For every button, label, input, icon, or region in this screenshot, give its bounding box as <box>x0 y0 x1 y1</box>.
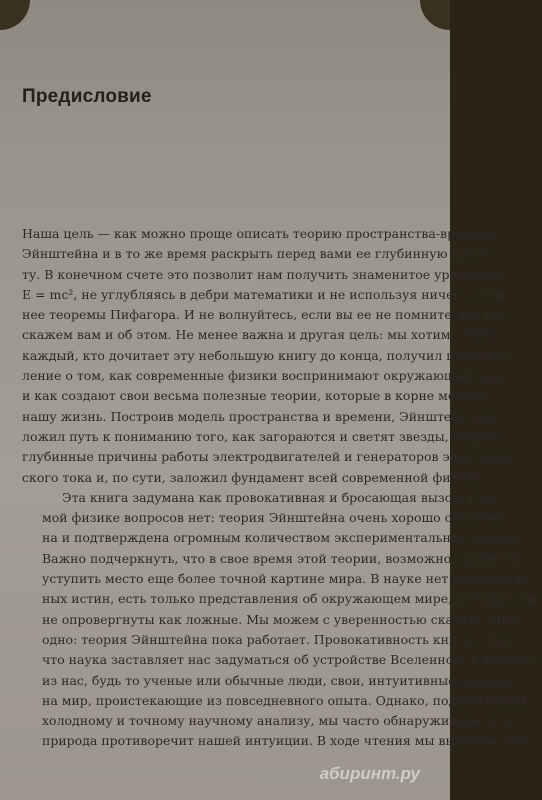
body-text <box>22 224 542 752</box>
text-line: ных истин, есть только представления об окружающем мире, которые еще <box>42 591 542 607</box>
text-line: на и подтверждена огромным количеством экспериментальных данных. <box>42 530 525 546</box>
text-line: ложил путь к пониманию того, как загораются и светят звезды, открыл <box>22 428 501 444</box>
text-line: нашу жизнь. Построив модель пространства и времени, Эйнштейн про- <box>22 408 501 424</box>
text-line: Важно подчеркнуть, что в свое время этой теории, возможно, придется <box>42 550 521 566</box>
text-line: холодному и точному научному анализу, мы часто обнаруживаем, что <box>42 713 512 729</box>
text-line: и как создают свои весьма полезные теории, которые в корне меняют <box>22 388 490 404</box>
background-corner-left <box>0 0 30 30</box>
text-line: на мир, проистекающие из повседневного опыта. Однако, подвергнув их <box>42 692 528 708</box>
text-line: нее теоремы Пифагора. И не волнуйтесь, если вы ее не помните, мы рас- <box>22 307 510 323</box>
site-watermark: абиринт.ру <box>319 764 420 783</box>
text-line: E = mc², не углубляясь в дебри математики и не используя ничего слож- <box>22 286 510 302</box>
text-line: каждый, кто дочитает эту небольшую книгу до конца, получил представ- <box>22 347 511 363</box>
text-line: ление о том, как современные физики воспринимают окружающий мир <box>22 368 503 384</box>
paragraph-2 <box>22 488 542 752</box>
text-line: не опровергнуты как ложные. Мы можем с уверенностью сказать лишь <box>42 611 520 627</box>
text-line: ского тока и, по сути, заложил фундамент всей современной физики. <box>22 469 486 485</box>
text-line: из нас, будь то ученые или обычные люди, свои, интуитивные взгляды <box>42 672 514 688</box>
text-line: Наша цель — как можно проще описать теорию пространства-времени <box>22 226 497 241</box>
text-line: Эйнштейна и в то же время раскрыть перед вами ее глубинную красо- <box>22 246 494 262</box>
background-corner-right <box>420 0 450 30</box>
text-line: что наука заставляет нас задуматься об устройстве Вселенной. У каждого <box>42 652 539 668</box>
chapter-heading: Предисловие <box>22 86 152 107</box>
text-line: уступить место еще более точной картине мира. В науке нет универсаль- <box>42 571 533 587</box>
text-line: глубинные причины работы электродвигателей и генераторов электриче- <box>22 449 516 465</box>
text-line: ту. В конечном счете это позволит нам получить знаменитое уравнение <box>22 266 504 282</box>
text-line: мой физике вопросов нет: теория Эйнштейна очень хорошо обоснова- <box>42 510 509 526</box>
text-line: Эта книга задумана как провокативная и бросающая вызов. К са- <box>62 489 500 505</box>
text-line: скажем вам и об этом. Не менее важна и другая цель: мы хотим, чтобы <box>22 327 499 343</box>
paragraph-1 <box>22 224 516 488</box>
text-line: природа противоречит нашей интуиции. В ходе чтения мы выясним, что <box>42 733 528 749</box>
text-line: одно: теория Эйнштейна пока работает. Провокативность книги в том, <box>42 631 516 647</box>
